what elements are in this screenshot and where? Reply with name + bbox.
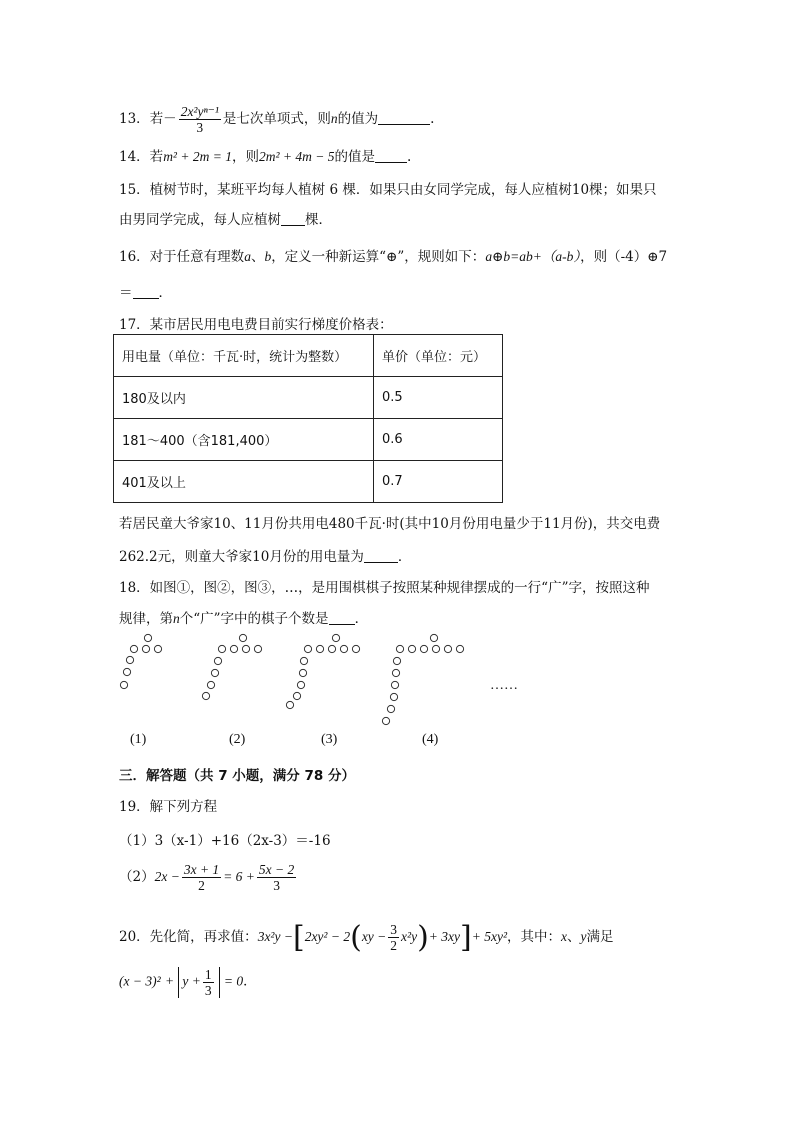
go-stone — [304, 645, 311, 652]
q18-line2-a: 规律，第 — [119, 611, 173, 627]
q20-var-y: y — [580, 929, 587, 944]
go-stone — [352, 645, 359, 652]
q19-part2-label: （2） — [119, 869, 155, 885]
question-19-title: 19．解下列方程 — [119, 799, 218, 815]
q19-fraction-1 — [182, 862, 221, 893]
question-16-line-2 — [119, 281, 172, 301]
table-row — [114, 461, 503, 503]
table-row — [114, 377, 503, 419]
table-header-row — [114, 335, 503, 377]
go-stone — [202, 692, 209, 699]
go-stone — [130, 645, 137, 652]
go-stone — [286, 701, 293, 708]
go-stone — [332, 634, 339, 641]
q13-tail: 的值为 — [337, 111, 379, 127]
q13-fraction-numerator: 2x²yⁿ⁻¹ — [180, 104, 219, 119]
q14-tail: 的值是 — [334, 149, 375, 165]
q15-answer-blank[interactable] — [281, 211, 305, 226]
go-stone — [242, 645, 249, 652]
q14-end: . — [406, 149, 412, 165]
right-bracket: ] — [460, 919, 472, 955]
table-cell: 401及以上 — [114, 461, 374, 503]
go-stone — [211, 669, 218, 676]
q16-sep: 、 — [250, 249, 265, 265]
q20-expr-5: + 3xy — [428, 929, 460, 944]
q19-fraction-2-denominator: 3 — [273, 878, 280, 893]
go-stone — [392, 669, 399, 676]
q20-expr-4: x²y — [401, 929, 418, 944]
q16-var-a: a — [244, 249, 251, 264]
q20-sep: 、 — [567, 929, 581, 945]
q19-fraction-1-numerator: 3x + 1 — [183, 862, 220, 877]
q20-expr-3: xy − — [361, 929, 387, 944]
go-stone — [408, 645, 415, 652]
go-stone — [207, 681, 214, 688]
q20-condition-5: ． — [243, 973, 257, 990]
figure-label-1: (1) — [130, 732, 147, 747]
q17-answer-blank[interactable] — [364, 548, 398, 563]
q20-tail-b: 满足 — [586, 929, 614, 945]
figure-ellipsis: …… — [490, 678, 518, 693]
question-18-line-2 — [119, 607, 368, 627]
section-heading: 三．解答题（共 7 小题，满分 78 分） — [119, 768, 355, 784]
go-stone — [254, 645, 261, 652]
go-stone — [340, 645, 347, 652]
go-stone — [144, 634, 151, 641]
q20-expr-2: 2xy² − 2 — [304, 929, 351, 944]
go-stone — [218, 645, 225, 652]
question-19-part-1: （1）3（x-1）+16（2x-3）＝-16 — [119, 833, 331, 849]
q18-line2-c: ． — [354, 611, 369, 627]
go-stone — [154, 645, 161, 652]
go-stone — [391, 681, 398, 688]
q13-prefix: 若－ — [149, 111, 177, 127]
q20-condition-1: (x − 3)² — [119, 973, 161, 989]
go-stone — [142, 645, 149, 652]
left-bracket: [ — [292, 919, 305, 955]
q20-condition-4: = 0 — [223, 973, 244, 989]
go-stones-figure — [100, 625, 520, 730]
table-cell: 0.6 — [374, 419, 503, 461]
go-stone — [316, 645, 323, 652]
go-stone — [396, 645, 403, 652]
q14-answer-blank[interactable] — [375, 148, 407, 163]
go-stone — [456, 645, 463, 652]
q13-variable: n — [330, 111, 338, 126]
question-15-line-1: 15．植树节时，某班平均每人植树 6 棵．如果只由女同学完成，每人应植树10棵；如果只 — [119, 182, 657, 198]
q20-expr-6: + 5xy² — [471, 929, 507, 944]
go-stone — [123, 668, 130, 675]
q16-answer-blank[interactable] — [133, 284, 159, 299]
go-stone — [328, 645, 335, 652]
go-stone — [382, 717, 389, 724]
q19-fraction-2 — [257, 862, 296, 893]
go-stone — [430, 634, 437, 641]
table-cell: 0.7 — [374, 461, 503, 503]
q17-after2-b: ． — [397, 549, 412, 565]
q20-expr-1: 3x²y − — [257, 929, 293, 944]
question-17-after-1: 若居民童大爷家10、11月份共用电480千瓦·时(其中10月份用电量少于11月份)，共交电费 — [119, 516, 661, 532]
q13-number: 13． — [119, 111, 150, 127]
q16-line1-b: ，定义一种新运算“⊕”，规则如下： — [271, 249, 486, 265]
go-stone — [387, 705, 394, 712]
q14-mid: ，则 — [231, 149, 259, 165]
question-18-line-1: 18．如图①，图②，图③，…，是用围棋棋子按照某种规律摆成的一行“广”字，按照这种 — [119, 580, 650, 596]
q18-answer-blank[interactable] — [329, 610, 355, 625]
go-stone — [390, 693, 397, 700]
table-cell: 181～400（含181,400） — [114, 419, 374, 461]
q19-fraction-2-numerator: 5x − 2 — [258, 862, 295, 877]
q13-fraction-denominator: 3 — [196, 120, 204, 135]
question-15-line-2 — [119, 208, 332, 228]
question-14 — [119, 145, 411, 165]
go-stone — [444, 645, 451, 652]
q20-tail-a: ，其中： — [507, 929, 561, 945]
left-paren: ( — [350, 919, 362, 955]
table-cell: 0.5 — [374, 377, 503, 419]
price-table — [113, 334, 503, 503]
q17-after2-a: 262.2元，则童大爷家10月份的用电量为 — [119, 549, 364, 565]
q13-end: . — [430, 111, 435, 127]
q19-part2-b: = 6 + — [223, 869, 255, 884]
figure-label-2: (2) — [229, 732, 246, 747]
go-stone — [393, 657, 400, 664]
q16-var-b: b — [264, 249, 272, 264]
table-header-cell: 单价（单位：元） — [374, 335, 503, 377]
question-20-line-1 — [119, 919, 614, 955]
q18-variable: n — [173, 611, 180, 626]
go-stone — [420, 645, 427, 652]
go-stone — [293, 692, 300, 699]
go-stone — [297, 681, 304, 688]
q16-line2-b: ． — [158, 285, 172, 301]
q15-line2-b: 棵． — [305, 212, 332, 228]
question-16-line-1 — [119, 245, 667, 265]
q13-suffix: 是七次单项式，则 — [222, 111, 331, 127]
go-stone — [300, 657, 307, 664]
table-header-cell: 用电量（单位：千瓦·时，统计为整数） — [114, 335, 374, 377]
q13-fraction — [179, 104, 221, 135]
go-stone — [126, 656, 133, 663]
question-13 — [119, 104, 434, 135]
q16-line1-a: 16．对于任意有理数 — [119, 249, 245, 265]
q20-intro: 20．先化简，再求值： — [119, 929, 258, 945]
q14-expression-2: 2m² + 4m − 5 — [258, 149, 335, 164]
go-stone — [230, 645, 237, 652]
q13-answer-blank[interactable] — [378, 110, 430, 125]
q16-line2-a: ＝ — [119, 285, 133, 301]
q16-rule: a⊕b=ab+（a-b） — [485, 249, 581, 264]
q20-fraction — [388, 922, 399, 953]
q14-expression-1: m² + 2m = 1 — [163, 149, 232, 164]
q19-part2-a: 2x − — [154, 869, 180, 884]
question-17-after-2 — [119, 545, 411, 565]
go-stone — [299, 669, 306, 676]
q20-condition-3: y + — [182, 973, 201, 989]
figure-label-3: (3) — [321, 732, 338, 747]
q20-fraction-denominator: 2 — [390, 938, 398, 953]
go-stone — [214, 657, 221, 664]
go-stone — [120, 681, 127, 688]
q14-number: 14．若 — [119, 149, 164, 165]
q16-line1-c: ，则（-4）⊕7 — [580, 249, 668, 265]
q20-condition-fraction-denominator: 3 — [204, 983, 212, 998]
q20-condition-fraction — [203, 967, 214, 998]
q20-condition-fraction-numerator: 1 — [204, 967, 212, 982]
q20-fraction-numerator: 3 — [390, 922, 398, 937]
question-19-part-2 — [119, 862, 298, 893]
figure-label-4: (4) — [422, 732, 439, 747]
q20-var-x: x — [561, 929, 567, 944]
table-row — [114, 419, 503, 461]
q20-condition-2: + — [164, 973, 175, 989]
right-paren: ) — [417, 919, 429, 955]
go-stone — [432, 645, 439, 652]
absolute-value — [178, 967, 219, 998]
q15-line2-a: 由男同学完成，每人应植树 — [119, 212, 281, 228]
q18-line2-b: 个“广”字中的棋子个数是 — [179, 611, 329, 627]
question-17-intro: 17．某市居民用电电费目前实行梯度价格表： — [119, 317, 393, 333]
go-stone — [239, 634, 246, 641]
q19-fraction-1-denominator: 2 — [198, 878, 205, 893]
table-cell: 180及以内 — [114, 377, 374, 419]
question-20-line-2 — [119, 967, 257, 998]
